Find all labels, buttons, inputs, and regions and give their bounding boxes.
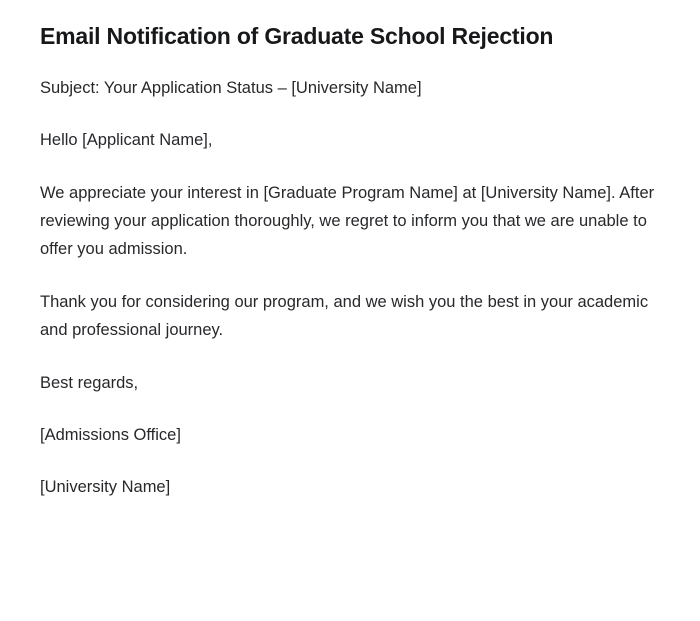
email-subject-line: Subject: Your Application Status – [University Name] (40, 78, 422, 97)
email-sender-university: [University Name] (40, 478, 171, 497)
email-body-paragraph-2: Thank you for considering our program, and we wish you the best in your academic and professional journey. (40, 292, 649, 340)
email-sender-office: [Admissions Office] (40, 425, 181, 444)
email-signoff: Best regards, (40, 373, 139, 392)
email-body-paragraph-1: We appreciate your interest in [Graduate Program Name] at [University Name]. After reviewing your application thoroughly, we regret to inform you that we are unable to offer you admission. (40, 183, 655, 259)
page-title: Email Notification of Graduate School Rejection (40, 23, 554, 49)
email-greeting: Hello [Applicant Name], (40, 131, 213, 150)
